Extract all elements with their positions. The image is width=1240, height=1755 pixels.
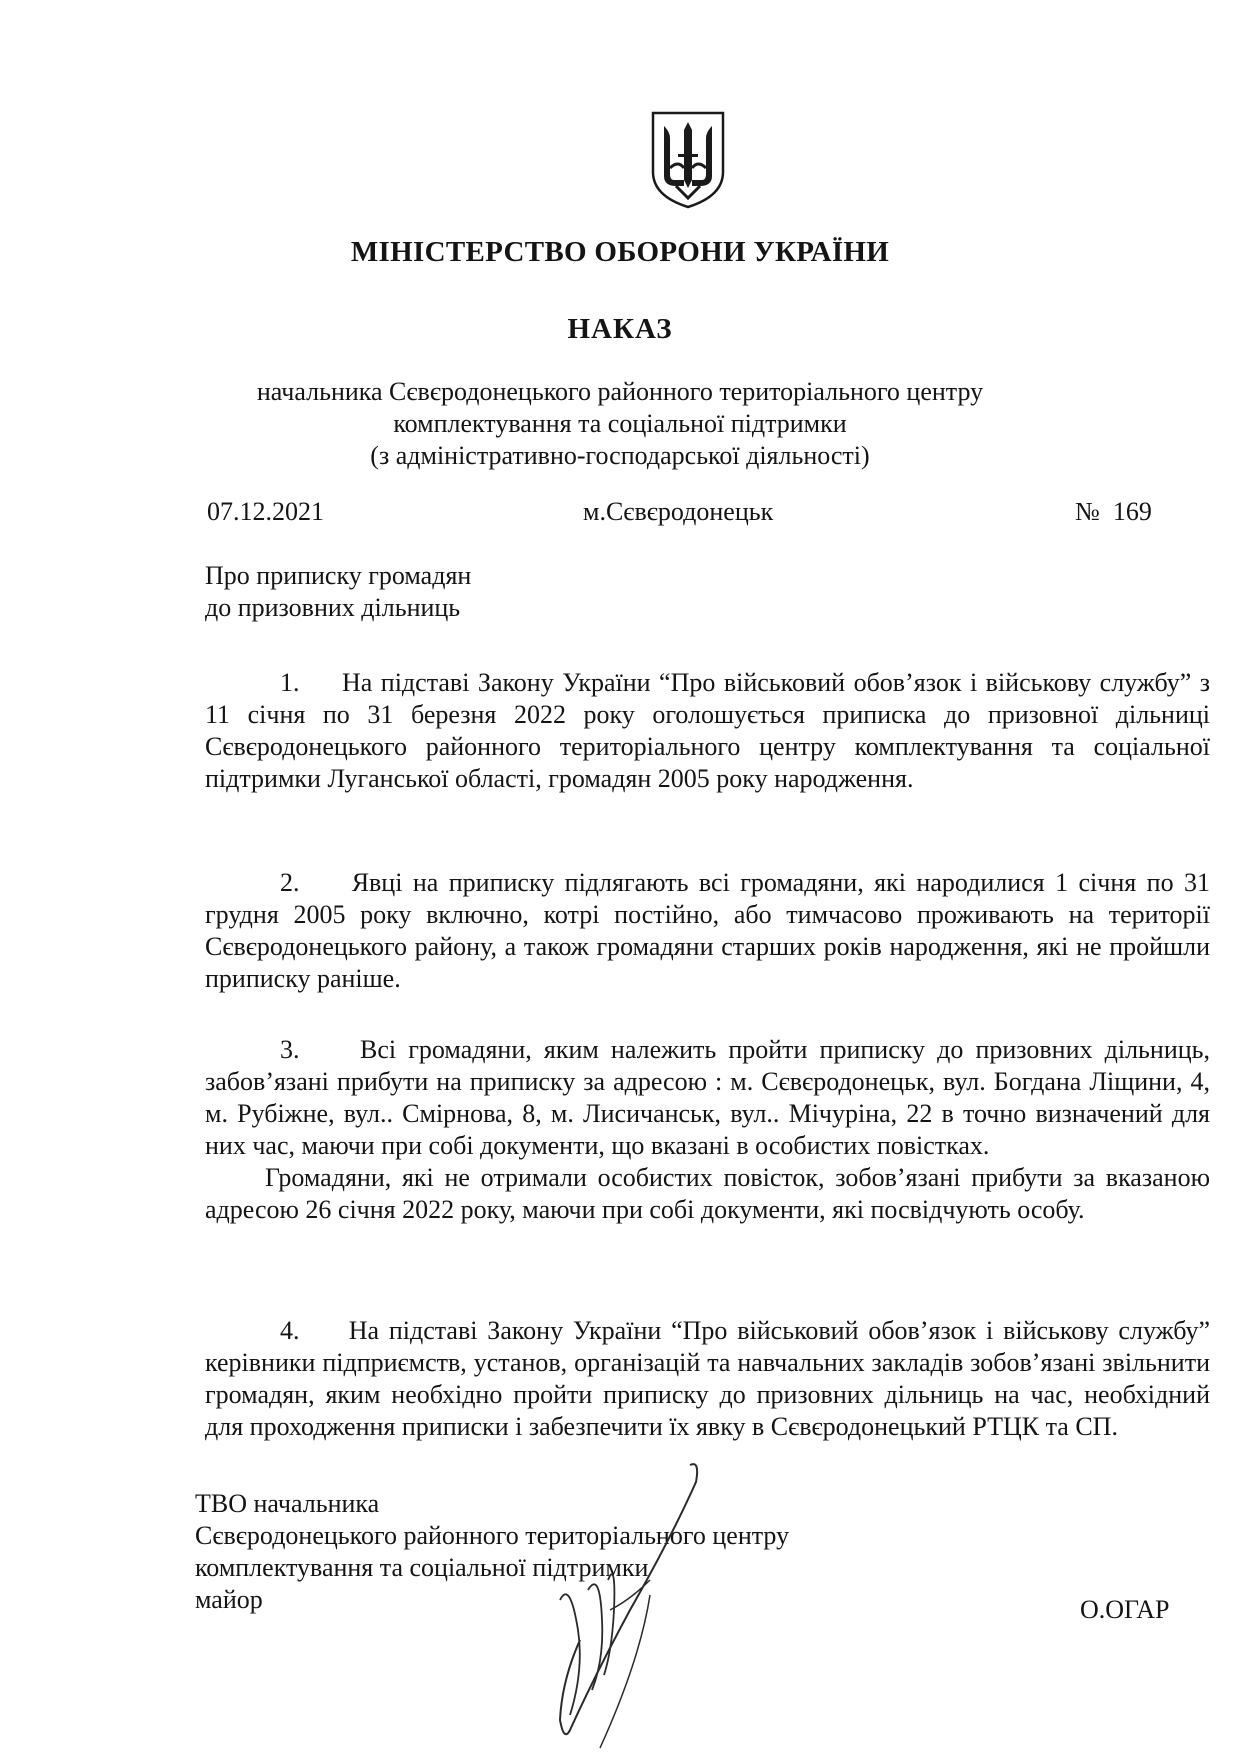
signature-line: комплектування та соціальної підтримки (195, 1553, 649, 1582)
subject-line: Про приписку громадян (205, 561, 472, 590)
paragraph-number: 4. (280, 1316, 300, 1345)
handwritten-signature (500, 1460, 740, 1750)
number-value: 169 (1112, 497, 1152, 526)
document-type: НАКАЗ (567, 313, 673, 345)
paragraph-text: На підставі Закону України “Про військовий обов’язок і військову службу” з 11 січня по 31 березня 2022 року оголошується приписка до призовної дільниці Сєвєродонецького районного територіального центру комплектування та соціальної підтримки Луганської області, громадян 2005 року народження. (205, 668, 1211, 793)
paragraph-text: На підставі Закону України “Про військовий обов’язок і військову службу” керівники підприємств, установ, організацій та навчальних закладів зобов’язані звільнити громадян, яким необхідно пройти приписку до призовних дільниць на час, необхідний для проходження приписки і забезпечити їх явку в Сєвєродонецький РТЦК та СП. (205, 1316, 1211, 1441)
paragraph-1 (205, 667, 1210, 795)
order-number (1075, 497, 1152, 527)
ministry-title: МІНІСТЕРСТВО ОБОРОНИ УКРАЇНИ (350, 236, 890, 268)
order-city: м.Сєвєродонецьк (583, 497, 774, 526)
signature-line: Сєвєродонецького районного територіального центру (195, 1521, 790, 1550)
trident-coat-of-arms-icon (650, 110, 726, 210)
issuer-block (0, 376, 1240, 472)
signer-name: О.ОГАР (1080, 1595, 1170, 1624)
issuer-line: начальника Сєвєродонецького районного територіального центру (256, 377, 984, 406)
order-subject (205, 560, 471, 624)
number-label: № (1075, 497, 1100, 526)
paragraph-extra: Громадяни, які не отримали особистих повісток, зобов’язані прибути за вказаною адресою 26 січня 2022 року, маючи при собі документи, які посвідчують особу. (205, 1163, 1210, 1224)
order-date: 07.12.2021 (207, 497, 324, 526)
paragraph-2 (205, 867, 1210, 995)
issuer-line: (з адміністративно-господарської діяльності) (370, 441, 870, 470)
issuer-line: комплектування та соціальної підтримки (393, 409, 847, 438)
signature-line: ТВО начальника (195, 1489, 380, 1518)
paragraph-3 (205, 1034, 1210, 1226)
paragraph-text: Явці на приписку підлягають всі громадяни, які народилися 1 січня по 31 грудня 2005 року включно, котрі постійно, або тимчасово проживають на території Сєвєродонецького району, а також громадяни старших років народження, які не пройшли приписку раніше. (205, 868, 1211, 993)
subject-line: до призовних дільниць (205, 593, 461, 622)
paragraph-number: 1. (280, 668, 300, 697)
paragraph-text: Всі громадяни, яким належить пройти приписку до призовних дільниць, забов’язані прибути на приписку за адресою : м. Сєвєродонецьк, вул. Богдана Ліщини, 4, м. Рубіжне, вул.. Смірнова, 8, м. Лисичанськ, вул.. Мічуріна, 22 в точно визначений для них час, маючи при собі документи, що вказані в особистих повістках. (205, 1035, 1210, 1160)
paragraph-number: 3. (280, 1035, 300, 1064)
paragraph-4 (205, 1315, 1210, 1443)
signature-line: майор (195, 1585, 263, 1614)
paragraph-number: 2. (280, 868, 300, 897)
